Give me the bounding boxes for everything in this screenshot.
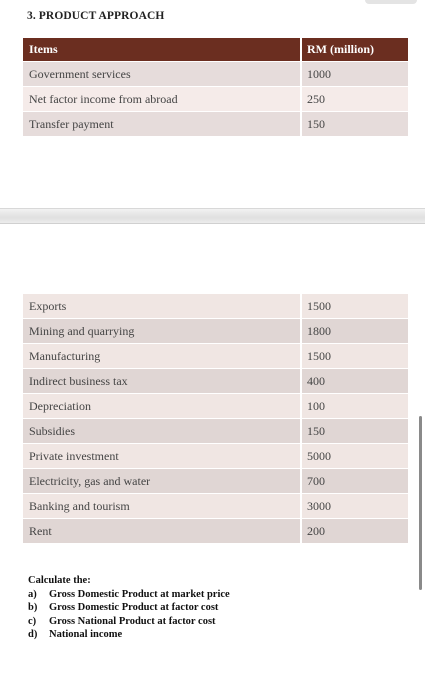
- table-row: [23, 519, 408, 544]
- top-edge-tab: [365, 0, 417, 4]
- list-item: [28, 588, 230, 602]
- item-value: 150: [301, 419, 408, 444]
- scrollbar[interactable]: [419, 416, 422, 590]
- item-value: 1000: [301, 62, 408, 87]
- item-label: Banking and tourism: [23, 494, 301, 519]
- question-letter: a): [28, 588, 37, 600]
- item-label: Government services: [23, 62, 301, 87]
- item-label: Exports: [23, 294, 301, 319]
- item-label: Indirect business tax: [23, 369, 301, 394]
- item-value: 5000: [301, 444, 408, 469]
- question-text: National income: [49, 629, 123, 640]
- item-label: Depreciation: [23, 394, 301, 419]
- item-value: 100: [301, 394, 408, 419]
- item-value: 250: [301, 87, 408, 112]
- item-value: 1500: [301, 294, 408, 319]
- item-label: Mining and quarrying: [23, 319, 301, 344]
- item-label: Electricity, gas and water: [23, 469, 301, 494]
- table-row: [23, 62, 408, 87]
- table-row: [23, 344, 408, 369]
- table-row: [23, 469, 408, 494]
- item-label: Private investment: [23, 444, 301, 469]
- question-text: Gross Domestic Product at market price: [49, 588, 230, 600]
- item-label: Manufacturing: [23, 344, 301, 369]
- question-letter: c): [28, 615, 37, 627]
- table-row: [23, 294, 408, 319]
- item-value: 1500: [301, 344, 408, 369]
- header-items: Items: [23, 38, 301, 62]
- item-label: Subsidies: [23, 419, 301, 444]
- header-rm-million: RM (million): [301, 38, 408, 62]
- questions-block: [28, 574, 230, 642]
- list-item: [28, 601, 230, 615]
- question-text: Gross National Product at factor cost: [49, 615, 216, 627]
- table-row: [23, 419, 408, 444]
- item-value: 1800: [301, 319, 408, 344]
- question-text: Gross Domestic Product at factor cost: [49, 602, 219, 613]
- list-item: [28, 615, 230, 629]
- item-label: Rent: [23, 519, 301, 544]
- question-letter: b): [28, 602, 38, 613]
- item-value: 700: [301, 469, 408, 494]
- page-separator: [0, 208, 425, 224]
- table-row: [23, 112, 408, 137]
- table-row: [23, 319, 408, 344]
- section-heading: 3. PRODUCT APPROACH: [27, 10, 165, 22]
- item-value: 200: [301, 519, 408, 544]
- questions-intro: Calculate the:: [28, 575, 91, 586]
- item-label: Net factor income from abroad: [23, 87, 301, 112]
- item-value: 3000: [301, 494, 408, 519]
- table-header-row: [23, 38, 408, 62]
- item-value: 400: [301, 369, 408, 394]
- items-table-top: [23, 38, 408, 137]
- question-letter: d): [28, 629, 38, 640]
- table-row: [23, 444, 408, 469]
- item-label: Transfer payment: [23, 112, 301, 137]
- table-row: [23, 494, 408, 519]
- table-row: [23, 369, 408, 394]
- table-row: [23, 394, 408, 419]
- list-item: [28, 628, 230, 642]
- item-value: 150: [301, 112, 408, 137]
- table-row: [23, 87, 408, 112]
- items-table-bottom: [23, 294, 408, 544]
